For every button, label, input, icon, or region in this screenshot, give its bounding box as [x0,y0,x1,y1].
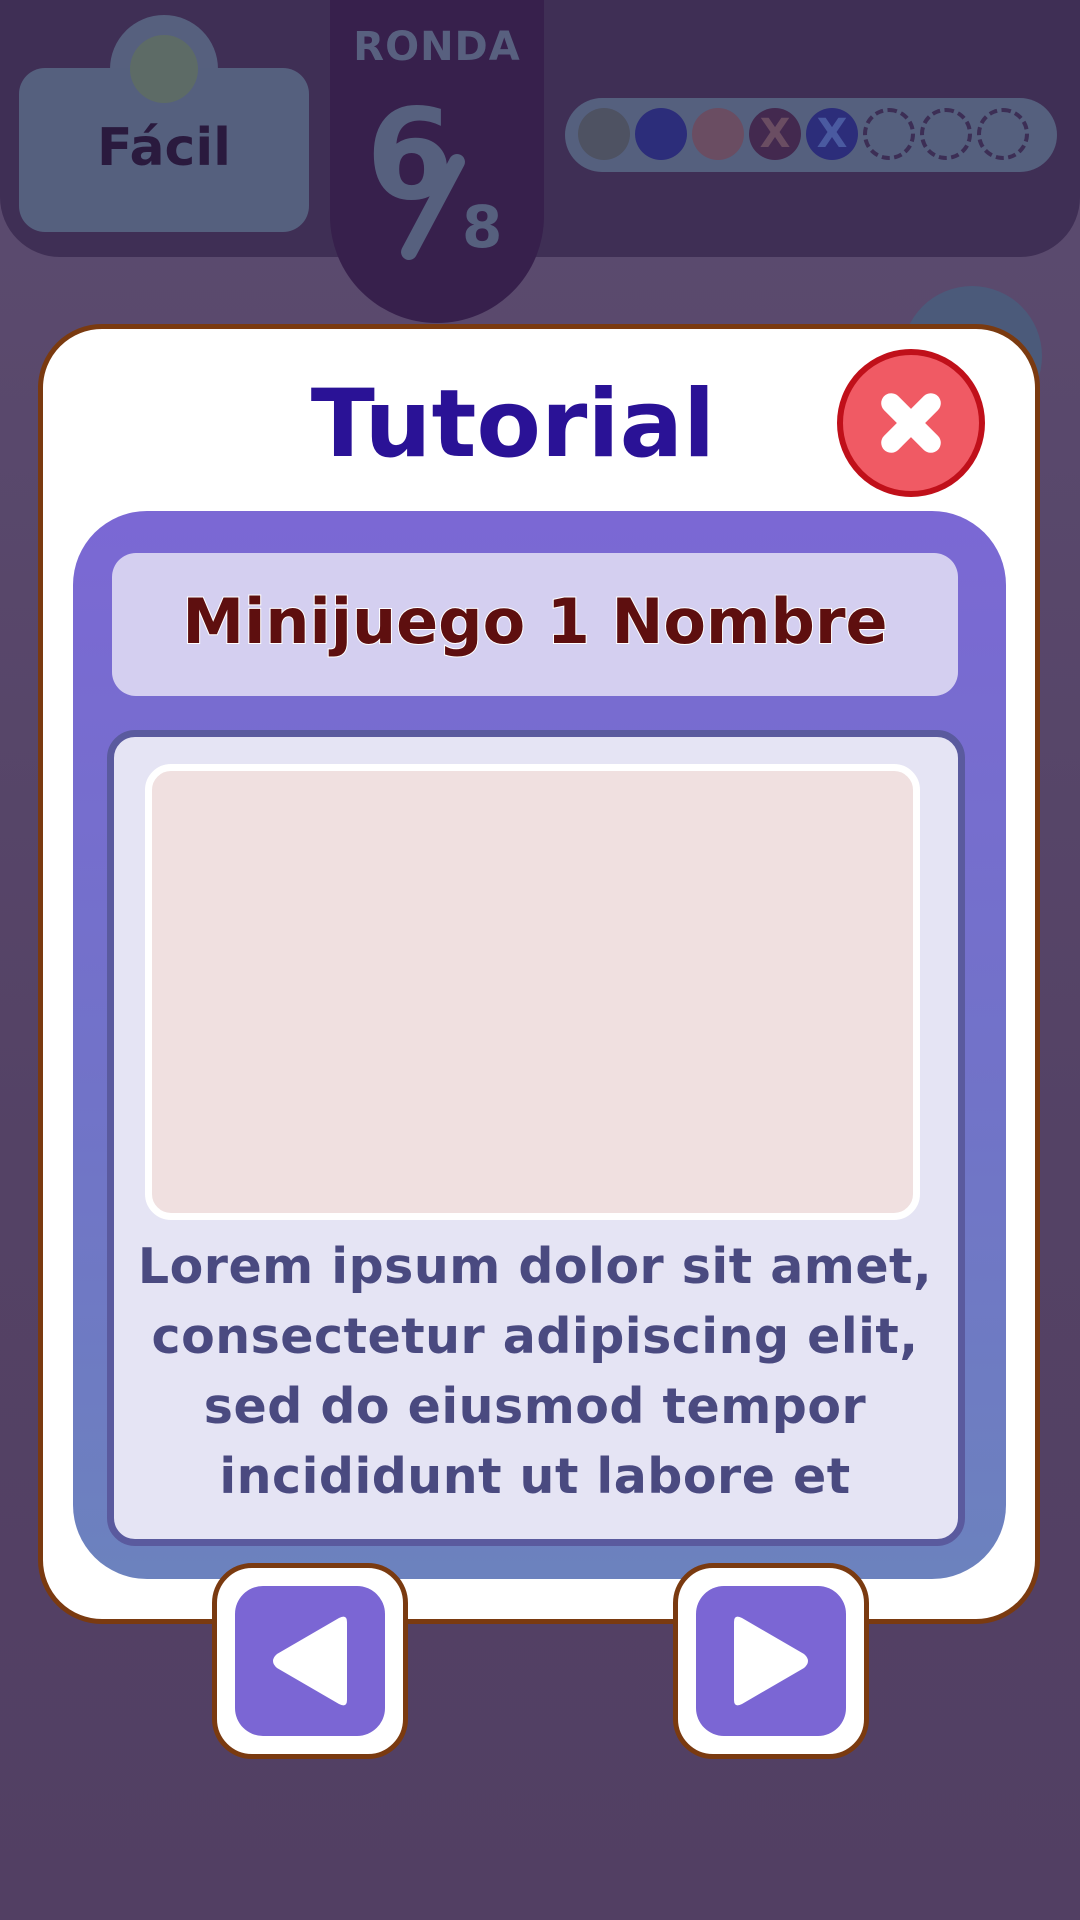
slot-fail-mark: X [759,111,791,157]
round-progress-slot [692,108,744,160]
round-progress-slot [749,108,801,160]
round-total: 8 [462,193,503,261]
tutorial-description: Lorem ipsum dolor sit amet, consectetur adipiscing elit, sed do eiusmod tempor incididunt ut labore et [137,1238,933,1505]
arrow-right-icon [696,1586,846,1736]
difficulty-label: Fácil [96,118,232,178]
round-current: 6 [366,81,454,228]
round-progress-slot [977,108,1029,160]
round-progress-slot [863,108,915,160]
slot-fail-mark: X [816,111,848,157]
tutorial-preview-image [145,764,920,1220]
round-progress-slot [806,108,858,160]
modal-title: Tutorial [310,370,716,479]
minigame-name: Minijuego 1 Nombre [182,585,888,658]
arrow-left-icon [235,1586,385,1736]
round-progress-slot [920,108,972,160]
close-button[interactable] [837,349,985,497]
round-progress-slot [578,108,630,160]
next-page-button[interactable] [673,1563,869,1759]
difficulty-indicator-dot [130,35,198,103]
round-label: RONDA [353,24,521,70]
previous-page-button[interactable] [212,1563,408,1759]
round-progress-slot [635,108,687,160]
